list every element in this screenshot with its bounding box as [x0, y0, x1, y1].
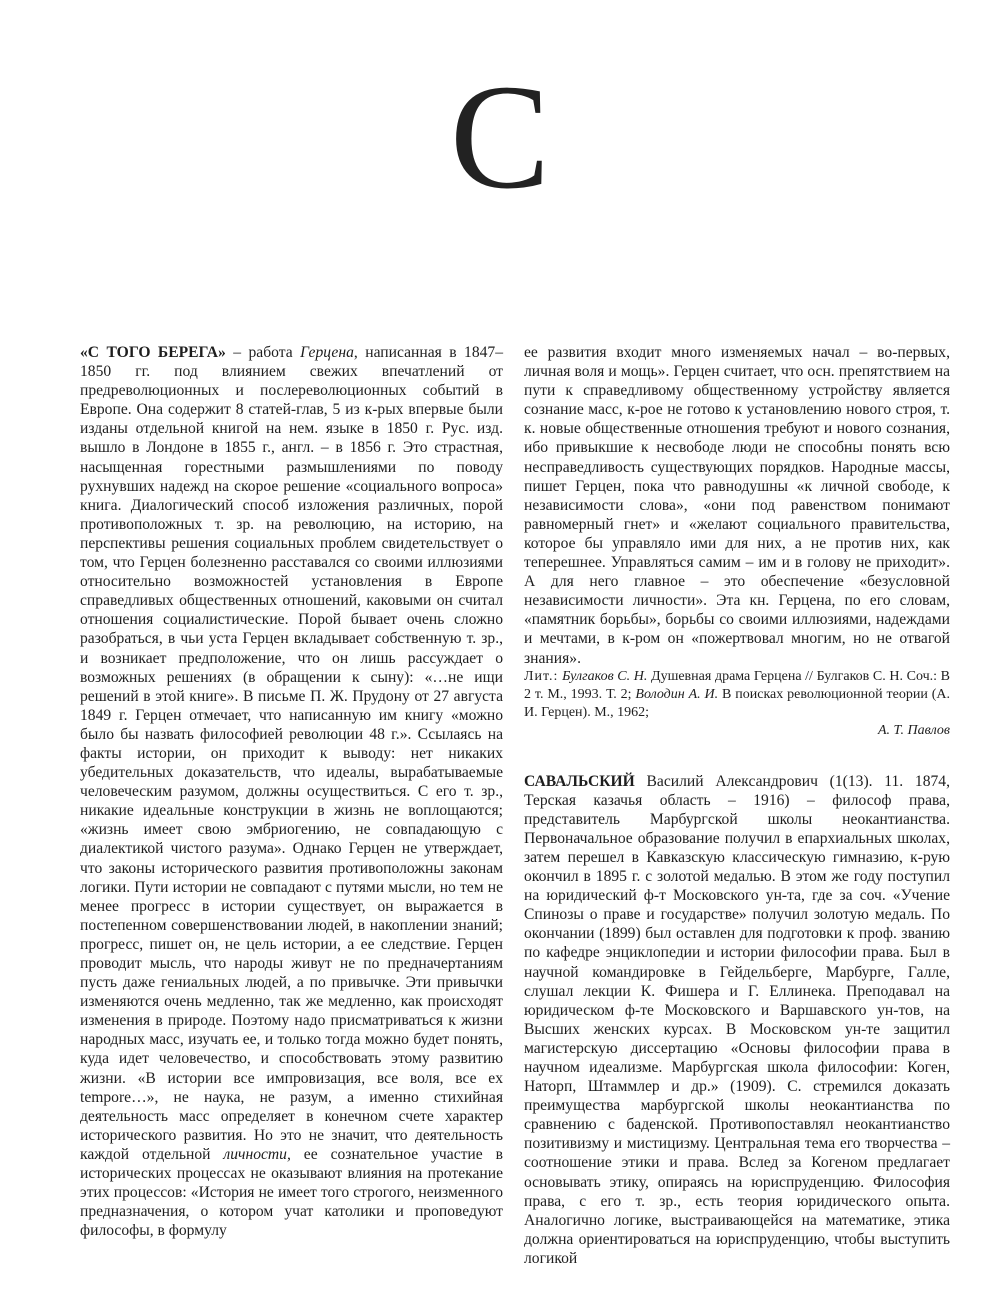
entry-headword: «С ТОГО БЕРЕГА»: [80, 344, 226, 361]
literature-author: Володин А. И.: [635, 686, 719, 702]
author-signature: А. Т. Павлов: [878, 722, 950, 738]
entry-text: – работа: [225, 344, 301, 361]
literature-label: Лит.:: [524, 668, 559, 684]
entry-text: ее сознательное участие в исторических процессах не оказывают влияния на протекание этих процессов: «История не имеет того строгого, неизменного предназначения, о котором учат католики и проповедуют философы, в формулу: [80, 1145, 503, 1240]
entry-savalsky-body: [524, 772, 950, 1268]
section-letter: С: [449, 54, 551, 220]
literature-text: В поисках революционной теории (А. И. Герцен). М., 1962;: [524, 686, 950, 720]
literature-text: Душевная драма Герцена // Булгаков С. Н. Соч.: В 2 т. М., 1993. Т. 2;: [524, 668, 950, 702]
entry-headword: САВАЛЬСКИЙ: [524, 772, 635, 790]
entry-italic: личности,: [223, 1145, 291, 1163]
literature-author: Булгаков С. Н.: [562, 668, 648, 684]
entry-separator: [524, 740, 950, 772]
entry-s-togo-berega-body: [80, 343, 503, 1240]
entry-text: , написанная в 1847–1850 гг. под влиянием свежих впечатлений от предреволюционных и послереволюционных событий в Европе. Она содержит 8 статей-глав, 5 из к-рых впервые были изданы отдельной книгой на нем. языке в 1850 г. Рус. изд. вышло в Лондоне в 1855 г., англ. – в 1856 г. Это страстная, насыщенная горестными размышлениями по поводу рухнувших надежд на скорое решение «социального вопроса» книга. Диалогический способ изложения различных, порой противоположных т. зр. на революцию, на историю, на перспективы решения социальных проблем свидетельствует о том, что Герцен болезненно расставался со своими иллюзиями относительно возможностей установления в Европе справедливых общественных отношений, каковыми он считал отношения социалистические. Порой бывает очень сложно разобраться, в чьи уста Герцен вкладывает собственную т. зр., и возникает предположение, что он лишь рассуждает о возможных решениях (в обращении к сыну): «…не ищи решений в этой книге». В письме П. Ж. Прудону от 27 августа 1849 г. Герцен отмечает, что написанную им книгу «можно было бы назвать философией революции 48 г.». Ссылаясь на факты истории, он приходит к выводу: нет никаких убедительных доказательств, что идеалы, вырабатываемые человеческим разумом, должны осуществиться. С его т. зр., никакие идеальные конструкции в жизнь не воплощаются; «жизнь имеет свою эмбриогению, не совпадающую с диалектикой чистого разума». Однако Герцен не утверждает, что законы исторического развития противоположны законам логики. Пути истории не совпадают с путями мысли, но тем не менее прогресс в истории существует, он выражается в постепенном совершенствовании людей, в накоплении знаний; прогресс, пишет он, не цель истории, а ее следствие. Герцен проводит мысль, что народы живут не по предначертаниям пусть даже гениальных людей, а по привычке. Эти привычки изменяются очень медленно, так же медленно, как происходят изменения в природе. Поэтому надо присматриваться к жизни народных масс, изучать ее, и только тогда можно будет понять, куда идет человечество, и способствовать этому развитию жизни. «В истории все импровизация, все воля, все ex tempore…», не наука, не разум, а именно стихийная деятельность масс определяет в конечном счете характер исторического развития. Но это не значит, что деятельность каждой отдельной: [80, 344, 504, 1163]
entry-italic: Герцена: [300, 344, 354, 361]
right-column: [524, 343, 950, 1268]
entry-text: Василий Александрович (1(13). 11. 1874, Терская казачья область – 1916) – философ права, представитель Марбургской школы неокантианства. Первоначальное образование получил в епархиальных школах, затем перешел в Кавказскую классическую гимназию, к-рую окончил в 1895 г. с золотой медалью. В этом же году поступил на юридический ф-т Московского ун-та, где за соч. «Учение Спинозы о праве и государстве» получил золотую медаль. По окончании (1899) был оставлен для подготовки к проф. званию по кафедре энциклопедии и истории философии права. Был в научной командировке в Гейдельберге, Марбурге, Галле, слушал лекции К. Фишера и Г. Еллинека. Преподавал на юридическом ф-те Московского и Варшавского ун-тов, на Высших женских курсах. В Московском ун-те защитил магистерскую диссертацию «Основы философии права в научном идеализме. Марбургская школа философии: Коген, Наторп, Штаммлер и др.» (1909). С. стремился доказать преимущества марбургской школы неокантианства по сравнению с баденской. Противопоставлял неокантианство позитивизму и мистицизму. Центральная тема его творчества – соотношение этики и права. Вслед за Когеном предлагает основывать этику, опираясь на юриспруденцию. Философия права, с его т. зр., есть теория юридического опыта. Аналогично логике, выстраивающейся на математике, этика должна ориентироваться на юриспруденцию, чтобы выступить логикой: [524, 772, 950, 1267]
literature-list: [524, 668, 950, 722]
left-column: [80, 343, 503, 1240]
entry-text: ее развития входит много изменяемых начал – во-первых, личная воля и мощь». Герцен считает, что осн. препятствием на пути к справедливому общественному устройству является сознание масс, к-рое не готово к установлению нового строя, т. к. новые общественные отношения требуют и нового сознания, ибо привыкшие к несвободе люди не способны понять всю несправедливость существующих порядков. Народные массы, пишет Герцен, пока что равнодушны «к личной свободе, к независимости слова», «они под равенством понимают равномерный гнет» и «желают социального правительства, которое бы управляло ими для них, а не против них, как теперешнее. Управляться самим – им и в голову не приходит». А для него главное – это обеспечение «безусловной независимости личности». Эта кн. Герцена, по его словам, «памятник борьбы», борьбы со своими иллюзиями, надеждами и мечтами, в к-ром он «пожертвовал многим, но не отвагой знания».: [524, 344, 950, 667]
entry-s-togo-berega-continued: [524, 343, 950, 668]
